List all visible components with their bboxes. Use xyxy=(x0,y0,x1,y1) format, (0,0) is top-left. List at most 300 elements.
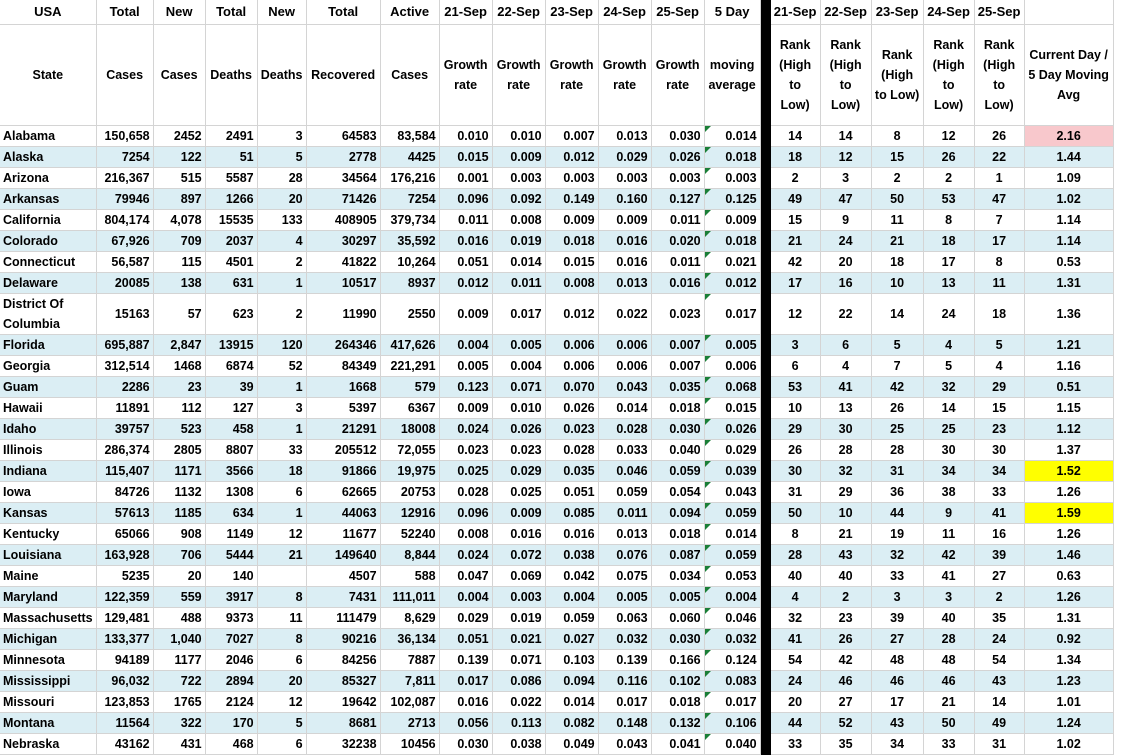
data-cell[interactable]: 32 xyxy=(871,545,923,566)
data-cell[interactable]: 15 xyxy=(770,210,820,231)
data-cell[interactable]: 33 xyxy=(257,440,306,461)
data-cell[interactable]: 2,847 xyxy=(153,335,205,356)
data-cell[interactable]: 67,926 xyxy=(96,231,153,252)
data-cell[interactable]: 0.012 xyxy=(545,294,598,335)
header-cell[interactable]: Recovered xyxy=(306,25,380,126)
data-cell[interactable]: 0.040 xyxy=(704,734,760,755)
data-cell[interactable]: 4425 xyxy=(380,147,439,168)
data-cell[interactable]: 0.051 xyxy=(439,629,492,650)
data-cell[interactable]: 30 xyxy=(770,461,820,482)
data-cell[interactable]: 0.003 xyxy=(492,168,545,189)
data-cell[interactable]: 0.026 xyxy=(545,398,598,419)
data-cell[interactable]: 623 xyxy=(205,294,257,335)
data-cell[interactable]: 0.039 xyxy=(704,461,760,482)
data-cell[interactable]: 0.082 xyxy=(545,713,598,734)
data-cell[interactable]: 5 xyxy=(923,356,974,377)
data-cell[interactable]: 0.068 xyxy=(704,377,760,398)
data-cell[interactable]: 24 xyxy=(820,231,871,252)
data-cell[interactable]: 10 xyxy=(770,398,820,419)
data-cell[interactable]: 14 xyxy=(871,294,923,335)
data-cell[interactable]: 19,975 xyxy=(380,461,439,482)
header-cell[interactable]: Growth rate xyxy=(651,25,704,126)
data-cell[interactable]: 12916 xyxy=(380,503,439,524)
data-cell[interactable]: 1.09 xyxy=(1024,168,1113,189)
data-cell[interactable]: 0.019 xyxy=(492,608,545,629)
data-cell[interactable]: 28 xyxy=(871,440,923,461)
data-cell[interactable]: 1.02 xyxy=(1024,189,1113,210)
data-cell[interactable]: 0.032 xyxy=(598,629,651,650)
data-cell[interactable]: 0.103 xyxy=(545,650,598,671)
data-cell[interactable]: 28 xyxy=(923,629,974,650)
data-cell[interactable]: 24 xyxy=(974,629,1024,650)
header-cell[interactable]: Total xyxy=(306,0,380,25)
data-cell[interactable]: 84726 xyxy=(96,482,153,503)
data-cell[interactable]: 26 xyxy=(820,629,871,650)
data-cell[interactable]: 0.148 xyxy=(598,713,651,734)
data-cell[interactable]: 26 xyxy=(923,147,974,168)
header-cell[interactable]: Deaths xyxy=(205,25,257,126)
data-cell[interactable]: 0.021 xyxy=(492,629,545,650)
data-cell[interactable]: 35,592 xyxy=(380,231,439,252)
data-cell[interactable]: 0.012 xyxy=(439,273,492,294)
data-cell[interactable]: 94189 xyxy=(96,650,153,671)
data-cell[interactable]: 38 xyxy=(923,482,974,503)
data-cell[interactable]: 41 xyxy=(923,566,974,587)
data-cell[interactable]: 8 xyxy=(257,587,306,608)
data-cell[interactable]: 0.010 xyxy=(439,126,492,147)
data-cell[interactable]: 0.016 xyxy=(439,231,492,252)
data-cell[interactable]: 6 xyxy=(257,734,306,755)
data-cell[interactable]: 85327 xyxy=(306,671,380,692)
data-cell[interactable]: 28 xyxy=(257,168,306,189)
state-cell[interactable]: Georgia xyxy=(0,356,96,377)
data-cell[interactable]: 0.075 xyxy=(598,566,651,587)
data-cell[interactable]: 10,264 xyxy=(380,252,439,273)
header-cell[interactable]: New xyxy=(257,0,306,25)
data-cell[interactable]: 0.017 xyxy=(439,671,492,692)
data-cell[interactable]: 1308 xyxy=(205,482,257,503)
data-cell[interactable]: 0.087 xyxy=(651,545,704,566)
data-cell[interactable]: 14 xyxy=(770,126,820,147)
header-cell[interactable]: 5 Day xyxy=(704,0,760,25)
data-cell[interactable]: 20753 xyxy=(380,482,439,503)
data-cell[interactable]: 11990 xyxy=(306,294,380,335)
state-cell[interactable]: Alaska xyxy=(0,147,96,168)
data-cell[interactable]: 50 xyxy=(770,503,820,524)
data-cell[interactable]: 0.016 xyxy=(439,692,492,713)
data-cell[interactable]: 0.025 xyxy=(439,461,492,482)
state-cell[interactable]: Michigan xyxy=(0,629,96,650)
data-cell[interactable]: 34 xyxy=(871,734,923,755)
data-cell[interactable]: 0.041 xyxy=(651,734,704,755)
header-cell[interactable]: State xyxy=(0,25,96,126)
data-cell[interactable]: 40 xyxy=(820,566,871,587)
data-cell[interactable]: 0.113 xyxy=(492,713,545,734)
data-cell[interactable]: 634 xyxy=(205,503,257,524)
header-cell[interactable]: Rank (High to Low) xyxy=(923,25,974,126)
data-cell[interactable]: 21 xyxy=(871,231,923,252)
data-cell[interactable]: 23 xyxy=(820,608,871,629)
data-cell[interactable]: 0.043 xyxy=(704,482,760,503)
data-cell[interactable]: 12 xyxy=(923,126,974,147)
data-cell[interactable]: 48 xyxy=(871,650,923,671)
data-cell[interactable]: 0.149 xyxy=(545,189,598,210)
data-cell[interactable]: 12 xyxy=(257,524,306,545)
state-cell[interactable]: Alabama xyxy=(0,126,96,147)
data-cell[interactable]: 7 xyxy=(871,356,923,377)
header-cell[interactable]: 23-Sep xyxy=(545,0,598,25)
column-divider[interactable] xyxy=(760,0,770,25)
data-cell[interactable]: 0.102 xyxy=(651,671,704,692)
data-cell[interactable]: 31 xyxy=(974,734,1024,755)
data-cell[interactable]: 51 xyxy=(205,147,257,168)
header-cell[interactable]: Growth rate xyxy=(598,25,651,126)
data-cell[interactable]: 205512 xyxy=(306,440,380,461)
state-cell[interactable]: Colorado xyxy=(0,231,96,252)
data-cell[interactable]: 1.26 xyxy=(1024,524,1113,545)
data-cell[interactable]: 0.018 xyxy=(545,231,598,252)
data-cell[interactable]: 53 xyxy=(770,377,820,398)
data-cell[interactable]: 14 xyxy=(820,126,871,147)
data-cell[interactable]: 13 xyxy=(820,398,871,419)
data-cell[interactable]: 0.006 xyxy=(704,356,760,377)
data-cell[interactable]: 9373 xyxy=(205,608,257,629)
data-cell[interactable]: 0.160 xyxy=(598,189,651,210)
data-cell[interactable]: 2286 xyxy=(96,377,153,398)
data-cell[interactable]: 84349 xyxy=(306,356,380,377)
data-cell[interactable]: 21291 xyxy=(306,419,380,440)
data-cell[interactable]: 7254 xyxy=(96,147,153,168)
data-cell[interactable]: 9 xyxy=(923,503,974,524)
data-cell[interactable]: 20 xyxy=(153,566,205,587)
data-cell[interactable]: 0.011 xyxy=(598,503,651,524)
data-cell[interactable]: 72,055 xyxy=(380,440,439,461)
data-cell[interactable]: 176,216 xyxy=(380,168,439,189)
data-cell[interactable]: 0.017 xyxy=(704,294,760,335)
data-cell[interactable]: 48 xyxy=(923,650,974,671)
data-cell[interactable]: 57 xyxy=(153,294,205,335)
data-cell[interactable]: 32238 xyxy=(306,734,380,755)
state-cell[interactable]: Guam xyxy=(0,377,96,398)
data-cell[interactable]: 1.21 xyxy=(1024,335,1113,356)
data-cell[interactable]: 10456 xyxy=(380,734,439,755)
data-cell[interactable]: 7 xyxy=(974,210,1024,231)
state-cell[interactable]: Arkansas xyxy=(0,189,96,210)
data-cell[interactable]: 36,134 xyxy=(380,629,439,650)
data-cell[interactable]: 0.070 xyxy=(545,377,598,398)
data-cell[interactable]: 39 xyxy=(974,545,1024,566)
data-cell[interactable]: 0.014 xyxy=(545,692,598,713)
data-cell[interactable]: 115 xyxy=(153,252,205,273)
data-cell[interactable]: 0.004 xyxy=(492,356,545,377)
data-cell[interactable]: 0.015 xyxy=(545,252,598,273)
header-cell[interactable]: 25-Sep xyxy=(974,0,1024,25)
header-cell[interactable]: 24-Sep xyxy=(598,0,651,25)
data-cell[interactable]: 133 xyxy=(257,210,306,231)
data-cell[interactable]: 0.076 xyxy=(598,545,651,566)
data-cell[interactable]: 30297 xyxy=(306,231,380,252)
data-cell[interactable]: 1 xyxy=(257,503,306,524)
header-cell[interactable]: 21-Sep xyxy=(439,0,492,25)
data-cell[interactable]: 0.018 xyxy=(651,692,704,713)
data-cell[interactable]: 0.127 xyxy=(651,189,704,210)
data-cell[interactable]: 0.054 xyxy=(651,482,704,503)
data-cell[interactable]: 4 xyxy=(974,356,1024,377)
data-cell[interactable]: 23 xyxy=(153,377,205,398)
data-cell[interactable]: 2491 xyxy=(205,126,257,147)
header-cell[interactable]: Current Day / 5 Day Moving Avg xyxy=(1024,25,1113,126)
data-cell[interactable]: 46 xyxy=(923,671,974,692)
data-cell[interactable]: 4501 xyxy=(205,252,257,273)
data-cell[interactable]: 264346 xyxy=(306,335,380,356)
data-cell[interactable]: 26 xyxy=(974,126,1024,147)
data-cell[interactable]: 34 xyxy=(974,461,1024,482)
data-cell[interactable]: 8 xyxy=(974,252,1024,273)
data-cell[interactable]: 42 xyxy=(923,545,974,566)
state-cell[interactable]: Idaho xyxy=(0,419,96,440)
data-cell[interactable]: 0.071 xyxy=(492,377,545,398)
data-cell[interactable]: 13 xyxy=(923,273,974,294)
data-cell[interactable]: 46 xyxy=(871,671,923,692)
data-cell[interactable]: 46 xyxy=(820,671,871,692)
data-cell[interactable]: 17 xyxy=(923,252,974,273)
data-cell[interactable]: 42 xyxy=(770,252,820,273)
data-cell[interactable]: 0.023 xyxy=(651,294,704,335)
state-cell[interactable]: Indiana xyxy=(0,461,96,482)
data-cell[interactable]: 15 xyxy=(974,398,1024,419)
data-cell[interactable]: 1.12 xyxy=(1024,419,1113,440)
data-cell[interactable]: 24 xyxy=(923,294,974,335)
data-cell[interactable]: 379,734 xyxy=(380,210,439,231)
data-cell[interactable]: 0.007 xyxy=(651,356,704,377)
data-cell[interactable]: 0.005 xyxy=(492,335,545,356)
data-cell[interactable]: 0.53 xyxy=(1024,252,1113,273)
data-cell[interactable]: 0.051 xyxy=(545,482,598,503)
data-cell[interactable]: 112 xyxy=(153,398,205,419)
data-cell[interactable]: 111,011 xyxy=(380,587,439,608)
header-cell[interactable]: Rank (High to Low) xyxy=(820,25,871,126)
data-cell[interactable]: 0.009 xyxy=(492,503,545,524)
data-cell[interactable]: 17 xyxy=(871,692,923,713)
data-cell[interactable]: 0.013 xyxy=(598,126,651,147)
data-cell[interactable]: 0.009 xyxy=(439,398,492,419)
data-cell[interactable]: 1132 xyxy=(153,482,205,503)
data-cell[interactable]: 0.024 xyxy=(439,419,492,440)
data-cell[interactable]: 23 xyxy=(974,419,1024,440)
data-cell[interactable]: 3 xyxy=(871,587,923,608)
data-cell[interactable]: 0.009 xyxy=(492,147,545,168)
data-cell[interactable]: 4 xyxy=(923,335,974,356)
state-cell[interactable]: Massachusetts xyxy=(0,608,96,629)
header-cell[interactable]: 24-Sep xyxy=(923,0,974,25)
data-cell[interactable]: 18 xyxy=(257,461,306,482)
data-cell[interactable]: 6 xyxy=(770,356,820,377)
data-cell[interactable]: 0.015 xyxy=(704,398,760,419)
data-cell[interactable]: 44 xyxy=(871,503,923,524)
data-cell[interactable]: 0.016 xyxy=(492,524,545,545)
data-cell[interactable]: 12 xyxy=(257,692,306,713)
data-cell[interactable]: 43 xyxy=(820,545,871,566)
data-cell[interactable]: 40 xyxy=(770,566,820,587)
data-cell[interactable]: 2894 xyxy=(205,671,257,692)
data-cell[interactable]: 0.005 xyxy=(704,335,760,356)
data-cell[interactable]: 0.025 xyxy=(492,482,545,503)
data-cell[interactable]: 17 xyxy=(770,273,820,294)
header-cell[interactable]: Total xyxy=(96,0,153,25)
data-cell[interactable]: 52 xyxy=(820,713,871,734)
data-cell[interactable]: 8 xyxy=(257,629,306,650)
data-cell[interactable]: 0.029 xyxy=(492,461,545,482)
data-cell[interactable]: 0.059 xyxy=(704,503,760,524)
data-cell[interactable]: 71426 xyxy=(306,189,380,210)
data-cell[interactable]: 0.030 xyxy=(651,126,704,147)
data-cell[interactable]: 21 xyxy=(923,692,974,713)
data-cell[interactable]: 115,407 xyxy=(96,461,153,482)
header-cell[interactable]: Total xyxy=(205,0,257,25)
data-cell[interactable]: 0.046 xyxy=(598,461,651,482)
data-cell[interactable]: 0.106 xyxy=(704,713,760,734)
data-cell[interactable]: 0.009 xyxy=(704,210,760,231)
data-cell[interactable]: 18 xyxy=(974,294,1024,335)
data-cell[interactable]: 312,514 xyxy=(96,356,153,377)
state-cell[interactable]: Connecticut xyxy=(0,252,96,273)
data-cell[interactable]: 2805 xyxy=(153,440,205,461)
data-cell[interactable]: 1 xyxy=(974,168,1024,189)
data-cell[interactable]: 2 xyxy=(820,587,871,608)
data-cell[interactable]: 149640 xyxy=(306,545,380,566)
data-cell[interactable]: 0.013 xyxy=(598,524,651,545)
data-cell[interactable]: 1 xyxy=(257,419,306,440)
data-cell[interactable]: 18008 xyxy=(380,419,439,440)
data-cell[interactable]: 7,811 xyxy=(380,671,439,692)
data-cell[interactable]: 579 xyxy=(380,377,439,398)
data-cell[interactable]: 286,374 xyxy=(96,440,153,461)
data-cell[interactable]: 15163 xyxy=(96,294,153,335)
data-cell[interactable]: 14 xyxy=(974,692,1024,713)
state-cell[interactable]: Hawaii xyxy=(0,398,96,419)
data-cell[interactable]: 43 xyxy=(974,671,1024,692)
data-cell[interactable]: 3566 xyxy=(205,461,257,482)
data-cell[interactable]: 0.63 xyxy=(1024,566,1113,587)
state-cell[interactable]: Missouri xyxy=(0,692,96,713)
data-cell[interactable]: 3 xyxy=(770,335,820,356)
header-cell[interactable]: USA xyxy=(0,0,96,25)
data-cell[interactable]: 0.010 xyxy=(492,126,545,147)
data-cell[interactable]: 32 xyxy=(820,461,871,482)
data-cell[interactable]: 10517 xyxy=(306,273,380,294)
data-cell[interactable]: 53 xyxy=(923,189,974,210)
data-cell[interactable]: 90216 xyxy=(306,629,380,650)
data-cell[interactable]: 0.046 xyxy=(704,608,760,629)
data-cell[interactable]: 10 xyxy=(871,273,923,294)
data-cell[interactable]: 19 xyxy=(871,524,923,545)
data-cell[interactable]: 0.094 xyxy=(545,671,598,692)
state-cell[interactable]: Delaware xyxy=(0,273,96,294)
data-cell[interactable]: 0.063 xyxy=(598,608,651,629)
data-cell[interactable]: 50 xyxy=(923,713,974,734)
data-cell[interactable]: 631 xyxy=(205,273,257,294)
data-cell[interactable]: 0.005 xyxy=(439,356,492,377)
data-cell[interactable]: 0.043 xyxy=(598,377,651,398)
data-cell[interactable]: 0.022 xyxy=(598,294,651,335)
data-cell[interactable]: 0.011 xyxy=(492,273,545,294)
data-cell[interactable]: 0.019 xyxy=(492,231,545,252)
data-cell[interactable]: 83,584 xyxy=(380,126,439,147)
data-cell[interactable]: 122,359 xyxy=(96,587,153,608)
state-cell[interactable]: Maryland xyxy=(0,587,96,608)
data-cell[interactable]: 25 xyxy=(923,419,974,440)
data-cell[interactable]: 0.033 xyxy=(598,440,651,461)
state-cell[interactable]: Minnesota xyxy=(0,650,96,671)
data-cell[interactable]: 18 xyxy=(770,147,820,168)
data-cell[interactable]: 18 xyxy=(871,252,923,273)
data-cell[interactable]: 0.003 xyxy=(545,168,598,189)
data-cell[interactable]: 0.096 xyxy=(439,189,492,210)
data-cell[interactable]: 11 xyxy=(923,524,974,545)
data-cell[interactable]: 1.44 xyxy=(1024,147,1113,168)
data-cell[interactable]: 1.15 xyxy=(1024,398,1113,419)
data-cell[interactable]: 65066 xyxy=(96,524,153,545)
data-cell[interactable]: 17 xyxy=(974,231,1024,252)
data-cell[interactable]: 150,658 xyxy=(96,126,153,147)
data-cell[interactable]: 0.003 xyxy=(492,587,545,608)
data-cell[interactable]: 0.021 xyxy=(704,252,760,273)
data-cell[interactable]: 0.038 xyxy=(492,734,545,755)
data-cell[interactable]: 4 xyxy=(257,231,306,252)
state-cell[interactable]: Nebraska xyxy=(0,734,96,755)
data-cell[interactable]: 1765 xyxy=(153,692,205,713)
header-cell[interactable]: Rank (High to Low) xyxy=(770,25,820,126)
data-cell[interactable]: 322 xyxy=(153,713,205,734)
data-cell[interactable]: 1 xyxy=(257,377,306,398)
data-cell[interactable]: 39 xyxy=(871,608,923,629)
data-cell[interactable]: 0.043 xyxy=(598,734,651,755)
data-cell[interactable]: 111479 xyxy=(306,608,380,629)
data-cell[interactable]: 0.018 xyxy=(651,524,704,545)
data-cell[interactable]: 0.017 xyxy=(492,294,545,335)
data-cell[interactable]: 91866 xyxy=(306,461,380,482)
data-cell[interactable]: 8 xyxy=(770,524,820,545)
data-cell[interactable]: 1.23 xyxy=(1024,671,1113,692)
header-cell[interactable]: Growth rate xyxy=(492,25,545,126)
data-cell[interactable]: 27 xyxy=(820,692,871,713)
header-cell[interactable]: Deaths xyxy=(257,25,306,126)
header-cell[interactable]: Rank (High to Low) xyxy=(871,25,923,126)
data-cell[interactable]: 3 xyxy=(257,398,306,419)
data-cell[interactable]: 0.042 xyxy=(545,566,598,587)
data-cell[interactable]: 0.040 xyxy=(651,440,704,461)
data-cell[interactable]: 0.018 xyxy=(704,147,760,168)
data-cell[interactable]: 0.029 xyxy=(439,608,492,629)
data-cell[interactable]: 0.038 xyxy=(545,545,598,566)
data-cell[interactable]: 8807 xyxy=(205,440,257,461)
data-cell[interactable]: 133,377 xyxy=(96,629,153,650)
data-cell[interactable]: 0.014 xyxy=(704,524,760,545)
data-cell[interactable]: 0.006 xyxy=(598,335,651,356)
data-cell[interactable]: 14 xyxy=(923,398,974,419)
data-cell[interactable]: 84256 xyxy=(306,650,380,671)
column-divider[interactable] xyxy=(760,25,770,126)
data-cell[interactable]: 0.032 xyxy=(704,629,760,650)
data-cell[interactable]: 908 xyxy=(153,524,205,545)
state-cell[interactable]: District Of Columbia xyxy=(0,294,96,335)
data-cell[interactable]: 6367 xyxy=(380,398,439,419)
header-cell[interactable]: moving average xyxy=(704,25,760,126)
data-cell[interactable]: 5235 xyxy=(96,566,153,587)
data-cell[interactable]: 11 xyxy=(871,210,923,231)
data-cell[interactable]: 2 xyxy=(770,168,820,189)
data-cell[interactable]: 27 xyxy=(871,629,923,650)
